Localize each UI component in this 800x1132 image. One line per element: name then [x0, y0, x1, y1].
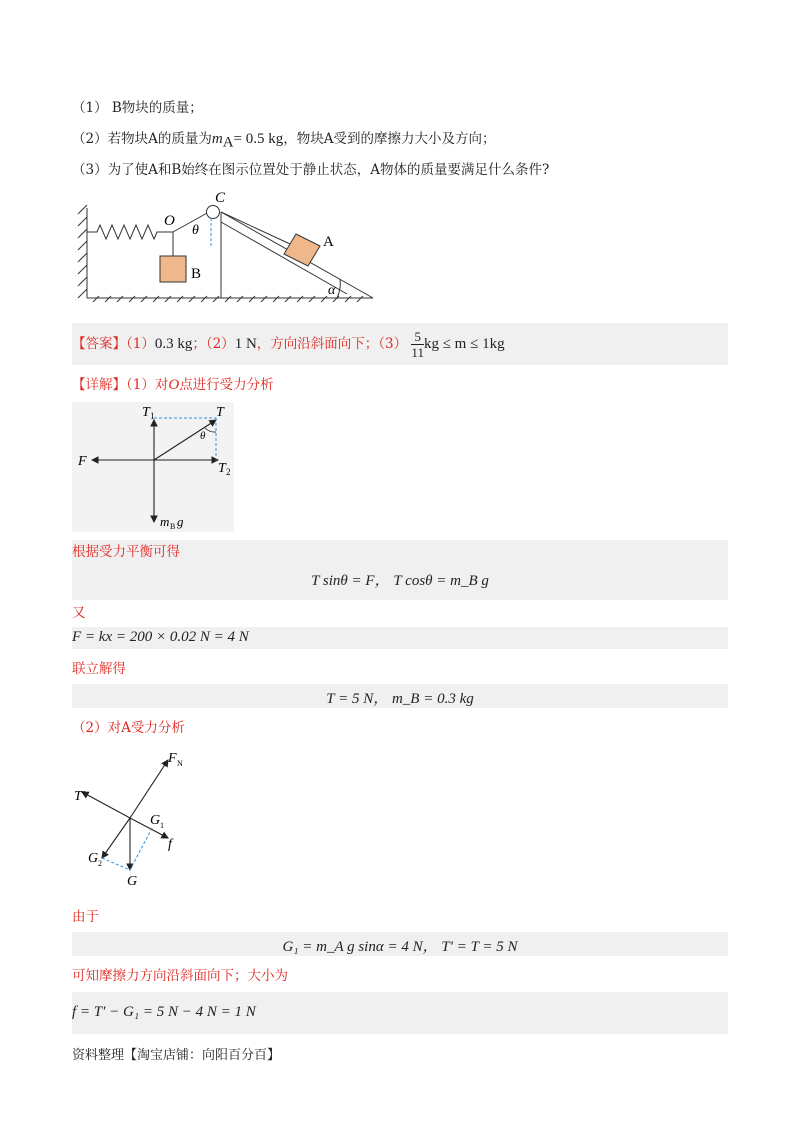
dashed-g1-g [130, 828, 152, 870]
answer-part1-label: （1） [126, 336, 155, 352]
figure2-bg [72, 402, 234, 532]
answer-tag: 【答案】 [72, 336, 126, 352]
detail-step1-post: 点进行受力分析 [179, 377, 274, 393]
label-fn: F [168, 751, 177, 766]
label-g1: G [150, 813, 161, 828]
label-t2-sub: 2 [226, 467, 231, 477]
arrow-g2 [102, 818, 130, 858]
label-t1: T [142, 405, 150, 420]
label-g: G [127, 874, 138, 889]
detail-step1-pre: （1）对 [126, 377, 169, 393]
figure-incline-setup [75, 190, 385, 302]
wall-hatch [78, 205, 87, 298]
text-know: 可知摩擦力方向沿斜面向下；大小为 [72, 968, 288, 984]
dashed-g2-g [102, 858, 130, 870]
label-g1-sub: 1 [160, 821, 164, 830]
footer-source: 资料整理【淘宝店铺：向阳百分百】 [72, 1048, 281, 1063]
answer-part3-label: ，方向沿斜面向下；（3） [256, 336, 408, 352]
label-b: B [191, 266, 202, 282]
q2-mass-value: = 0.5 kg [233, 131, 284, 147]
label-t1-sub: 1 [150, 411, 155, 421]
q2-mass-sub: A [222, 134, 234, 151]
fraction-numerator: 5 [411, 329, 424, 345]
text-balance: 根据受力平衡可得 [72, 544, 180, 560]
label-mbg-sub: B [170, 522, 176, 531]
label-fn-sub: N [177, 759, 183, 768]
question-3: （3）为了使A和B始终在图示位置处于静止状态，A物体的质量要满足什么条件? [72, 162, 550, 178]
equation-4: G₁ = m_A g sinα = 4 N， T′ = T = 5 N [282, 939, 518, 955]
equation-2: F = kx = 200 × 0.02 N = 4 N [72, 629, 249, 645]
question-2-prefix: （2）若物块A的质量为 [72, 131, 212, 147]
question-1: （1） B物块的质量； [72, 100, 203, 116]
figure-forces-on-a [72, 748, 202, 890]
detail-tag: 【详解】 [72, 377, 126, 393]
figure-forces-at-o [72, 402, 234, 532]
answer-part2-label: ；（2） [192, 336, 235, 352]
question-2 [72, 130, 496, 152]
text-solve: 联立解得 [72, 661, 126, 677]
block-b [160, 256, 186, 282]
label-a: A [323, 234, 334, 250]
answer-fraction [411, 329, 424, 360]
label-mbg-m: m [160, 514, 170, 529]
label-t: T [216, 405, 224, 420]
text-step2: （2）对A受力分析 [72, 720, 185, 736]
detail-point-o: O [168, 377, 180, 393]
label-f: F [78, 454, 87, 469]
pulley [207, 206, 220, 219]
label-mbg-g: g [177, 514, 184, 529]
question-2-suffix: ，物块A受到的摩擦力大小及方向； [283, 131, 496, 147]
answer-value-2: 1 N [234, 336, 257, 352]
label-f-friction: f [168, 837, 172, 852]
label-o: O [164, 213, 175, 229]
label-theta: θ [192, 223, 199, 238]
text-because: 由于 [72, 909, 99, 925]
equation-1: T sinθ = F， T cosθ = m_B g [311, 573, 489, 589]
detail-heading [72, 376, 274, 394]
equation-3: T = 5 N， m_B = 0.3 kg [326, 691, 474, 707]
text-you: 又 [72, 605, 86, 621]
label-c: C [215, 190, 226, 206]
ground-hatch [93, 296, 363, 302]
arrow-t-prime [82, 792, 130, 818]
rope-oc [173, 212, 209, 232]
label-alpha: α [328, 283, 336, 298]
fraction-denominator: 11 [411, 345, 424, 360]
q2-mass-symbol: m [211, 131, 223, 147]
spring [87, 225, 173, 239]
label-t-prime: T′ [74, 789, 85, 804]
label-g2: G [88, 851, 99, 866]
answer-value-3: kg ≤ m ≤ 1kg [423, 336, 505, 352]
answer-line [72, 325, 505, 363]
answer-value-1: 0.3 kg [154, 336, 193, 352]
label-theta-2: θ [200, 430, 206, 442]
label-g2-sub: 2 [98, 859, 102, 868]
label-t2: T [218, 461, 226, 476]
equation-5: f = T′ − G₁ = 5 N − 4 N = 1 N [72, 1004, 256, 1020]
arrow-fn [130, 760, 168, 818]
